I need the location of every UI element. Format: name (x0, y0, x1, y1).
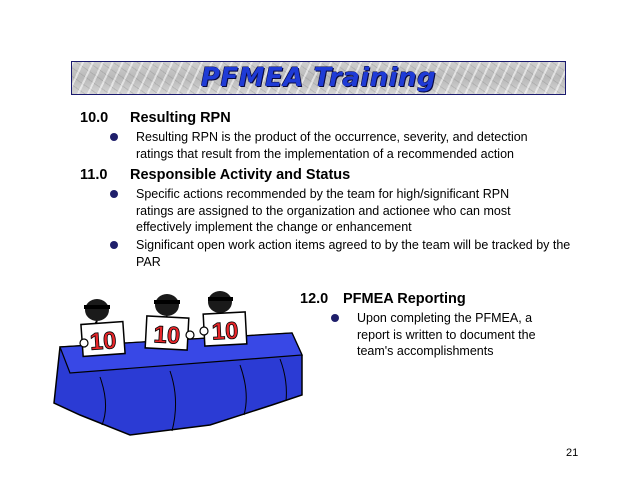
section-12-heading (300, 291, 466, 307)
section-11-bullet-1 (136, 186, 536, 236)
bullet-text: Significant open work action items agreed to by the team will be tracked by the PAR (136, 238, 571, 269)
score-card (203, 312, 247, 346)
score-card-value: 10 (152, 321, 181, 350)
section-number: 12.0 (300, 291, 329, 307)
bullet-text: Specific actions recommended by the team for high/significant RPN ratings are assigned to the organization and actionee who can most effectively implement the change or enhancement (136, 187, 511, 234)
bullet-icon (110, 241, 118, 249)
score-card (145, 316, 189, 350)
score-card (81, 322, 125, 357)
judges-illustration (40, 285, 310, 455)
section-title: PFMEA Reporting (343, 291, 466, 307)
section-11-heading (80, 167, 350, 183)
section-11-bullet-2 (136, 237, 576, 270)
bullet-text: Resulting RPN is the product of the occurrence, severity, and detection ratings that result from the implementation of a recommended action (136, 130, 528, 161)
section-number: 10.0 (80, 110, 109, 126)
slide-title: PFMEA Training (200, 63, 437, 93)
bullet-icon (110, 190, 118, 198)
score-card-value: 10 (211, 317, 240, 346)
section-10-bullet-1 (136, 129, 556, 162)
section-10-heading (80, 110, 231, 126)
hand-shape (80, 339, 88, 347)
bullet-icon (110, 133, 118, 141)
section-number: 11.0 (80, 167, 108, 183)
hand-shape (186, 331, 194, 339)
page-number: 21 (566, 447, 579, 459)
section-title: Resulting RPN (130, 110, 231, 126)
title-banner (71, 61, 566, 95)
hand-shape (200, 327, 208, 335)
bullet-text: Upon completing the PFMEA, a report is written to document the team's accomplishments (357, 311, 536, 358)
bullet-icon (331, 314, 339, 322)
section-12-bullet-1 (357, 310, 557, 360)
score-card-value: 10 (88, 327, 118, 356)
section-title: Responsible Activity and Status (130, 167, 351, 183)
